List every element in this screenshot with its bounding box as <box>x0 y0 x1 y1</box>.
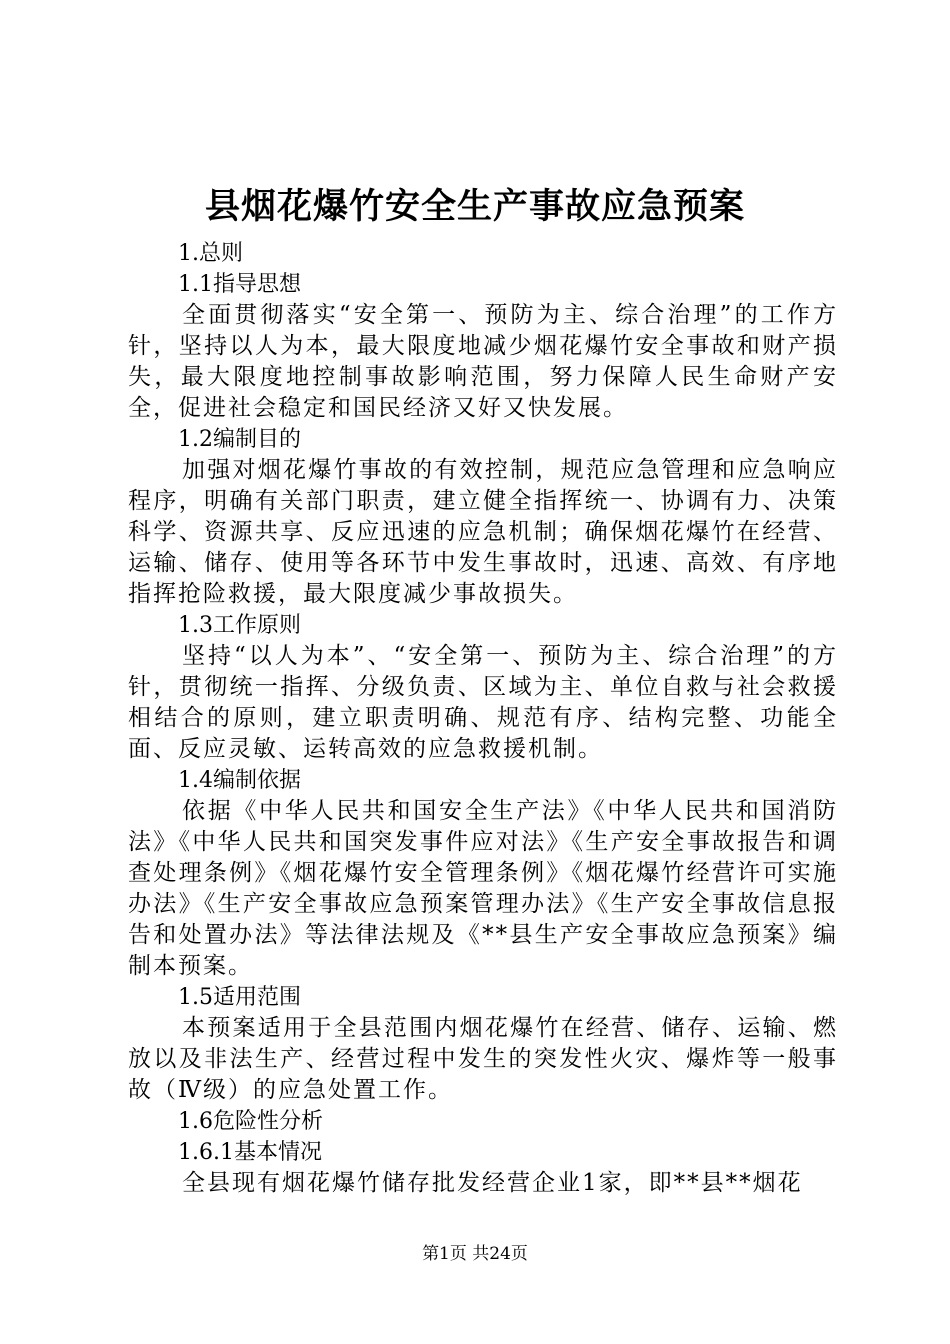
document-body <box>128 238 838 1199</box>
section-text-guiding-ideology: 全面贯彻落实“安全第一、预防为主、综合治理”的工作方针，坚持以人为本，最大限度地减少烟花爆竹安全事故和财产损失，最大限度地控制事故影响范围，努力保障人民生命财产安全，促进社会稳定和国民经济又好又快发展。 <box>128 302 838 421</box>
section-heading-principles: 1.3工作原则 <box>178 613 301 638</box>
section-text-principles: 坚持“以人为本”、“安全第一、预防为主、综合治理”的方针，贯彻统一指挥、分级负责、区域为主、单位自救与社会救援相结合的原则，建立职责明确、规范有序、结构完整、功能全面、反应灵敏、运转高效的应急救援机制。 <box>128 643 838 762</box>
section-text-purpose: 加强对烟花爆竹事故的有效控制，规范应急管理和应急响应程序，明确有关部门职责，建立健全指挥统一、协调有力、决策科学、资源共享、反应迅速的应急机制；确保烟花爆竹在经营、运输、储存、使用等各环节中发生事故时，迅速、高效、有序地指挥抢险救援，最大限度减少事故损失。 <box>128 457 838 607</box>
section-heading-risk-analysis: 1.6危险性分析 <box>178 1109 323 1134</box>
section-text-scope: 本预案适用于全县范围内烟花爆竹在经营、储存、运输、燃放以及非法生产、经营过程中发生的突发性火灾、爆炸等一般事故（Ⅳ级）的应急处置工作。 <box>128 1015 838 1103</box>
section-text-basis: 依据《中华人民共和国安全生产法》《中华人民共和国消防法》《中华人民共和国突发事件应对法》《生产安全事故报告和调查处理条例》《烟花爆竹安全管理条例》《烟花爆竹经营许可实施办法》《生产安全事故应急预案管理办法》《生产安全事故信息报告和处置办法》等法律法规及《**县生产安全事故应急预案》编制本预案。 <box>128 798 838 979</box>
section-heading-scope: 1.5适用范围 <box>178 985 301 1010</box>
section-text-basic-situation: 全县现有烟花爆竹储存批发经营企业1家，即**县**烟花 <box>182 1170 803 1196</box>
document-title: 县烟花爆竹安全生产事故应急预案 <box>204 186 745 227</box>
section-heading-basis: 1.4编制依据 <box>178 768 301 793</box>
page-number-footer: 第1页 共24页 <box>422 1244 528 1264</box>
section-heading-guiding-ideology: 1.1指导思想 <box>178 272 301 297</box>
section-heading-general: 1.总则 <box>178 241 243 266</box>
section-heading-basic-situation: 1.6.1基本情况 <box>178 1140 322 1165</box>
section-heading-purpose: 1.2编制目的 <box>178 427 301 452</box>
